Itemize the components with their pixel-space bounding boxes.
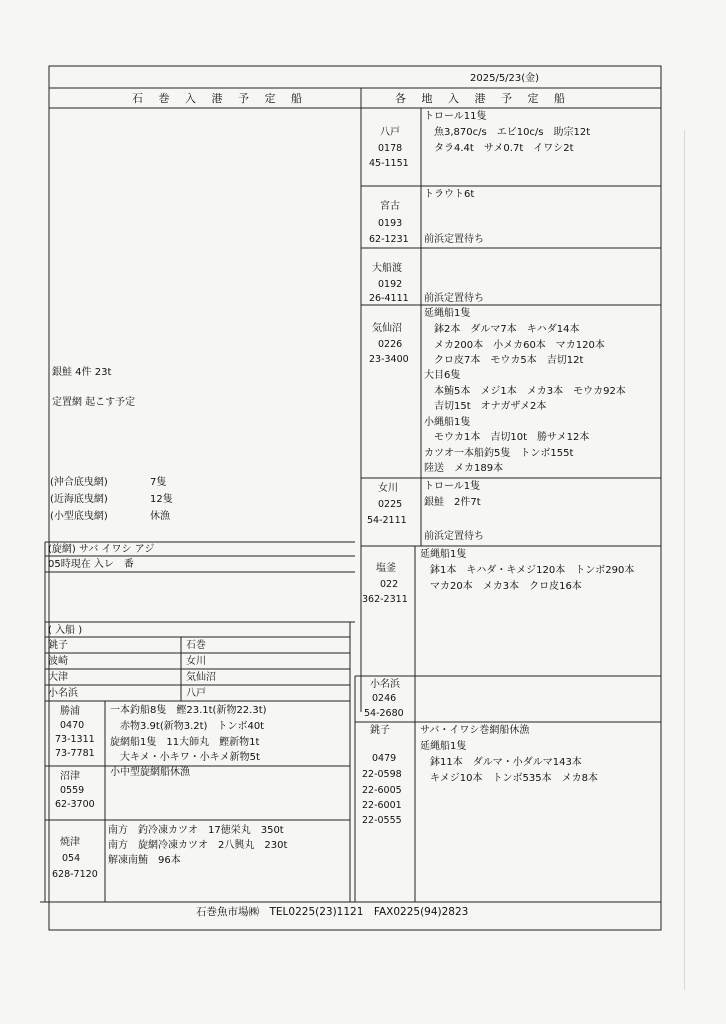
port-tel: 0192 xyxy=(378,279,403,290)
port-tel: 62-1231 xyxy=(369,234,409,245)
trawl-label: (小型底曳網) xyxy=(50,511,108,522)
lower-port-tel: 628-7120 xyxy=(52,869,98,880)
port-tel: 0479 xyxy=(372,753,397,764)
lower-port-tel: 73-7781 xyxy=(55,748,95,759)
port-line: 本鮪5本 メジ1本 メカ3本 モウカ92本 xyxy=(424,386,626,397)
lower-port-line: 小中型旋網船休漁 xyxy=(110,767,190,778)
port-line: 鉢2本 ダルマ7本 キハダ14本 xyxy=(424,324,580,335)
port-line: 前浜定置待ち xyxy=(424,531,484,542)
port-line: トラウト6t xyxy=(424,189,475,200)
port-tel: 54-2680 xyxy=(364,708,404,719)
nyusen-label: ( 入船 ) xyxy=(48,625,83,636)
trawl-value: 12隻 xyxy=(150,494,173,505)
lower-port-tel: 0559 xyxy=(60,785,85,796)
port-line: カツオ一本船釣5隻 トンボ155t xyxy=(424,448,574,459)
port-tel: 22-0598 xyxy=(362,769,402,780)
lower-port-line: 南方 釣冷凍カツオ 17徳栄丸 350t xyxy=(108,825,284,836)
footer-contact: 石巻魚市場㈱ TEL0225(23)1121 FAX0225(94)2823 xyxy=(196,906,469,918)
port-name: 八戸 xyxy=(380,127,400,138)
lower-port-tel: 73-1311 xyxy=(55,734,95,745)
port-cell: 小名浜 xyxy=(48,688,78,699)
port-line: 鉢1本 キハダ・キメジ120本 トンボ290本 xyxy=(420,565,635,576)
port-line: 大目6隻 xyxy=(424,370,461,381)
lower-port-name: 勝浦 xyxy=(60,706,80,717)
port-name: 小名浜 xyxy=(370,679,400,690)
lower-port-name: 焼津 xyxy=(60,837,80,848)
makiami-line: (旋網) サバ イワシ アジ xyxy=(48,544,155,555)
port-cell: 八戸 xyxy=(186,688,206,699)
port-name: 宮古 xyxy=(380,201,400,212)
port-line: サバ・イワシ巻網船休漁 xyxy=(420,725,530,736)
port-tel: 362-2311 xyxy=(362,594,408,605)
trawl-value: 休漁 xyxy=(150,511,170,522)
port-tel: 22-6001 xyxy=(362,800,402,811)
port-line: 魚3,870c/s エビ10c/s 助宗12t xyxy=(424,127,591,138)
port-name: 銚子 xyxy=(370,725,390,736)
port-cell: 銚子 xyxy=(48,640,68,651)
port-tel: 0193 xyxy=(378,218,403,229)
ishinomaki-line: 銀鮭 4件 23t xyxy=(52,367,112,378)
lower-port-line: 赤物3.9t(新物3.2t) トンボ40t xyxy=(110,721,265,732)
port-line: トロール1隻 xyxy=(424,481,481,492)
lower-port-tel: 62-3700 xyxy=(55,799,95,810)
lower-port-tel: 054 xyxy=(62,853,81,864)
port-tel: 23-3400 xyxy=(369,354,409,365)
lower-port-line: 旋網船1隻 11大師丸 鰹新物1t xyxy=(110,737,260,748)
port-line: 小縄船1隻 xyxy=(424,417,471,428)
port-line: モウカ1本 吉切10t 勝サメ12本 xyxy=(424,432,590,443)
status-line: 05時現在 入レ 番 xyxy=(48,559,134,570)
trawl-label: (近海底曳網) xyxy=(50,494,108,505)
port-cell: 女川 xyxy=(186,656,206,667)
port-cell: 気仙沼 xyxy=(186,672,216,683)
port-name: 塩釜 xyxy=(376,563,396,574)
lower-port-line: 一本釣船8隻 鰹23.1t(新物22.3t) xyxy=(110,705,267,716)
paper-edge-shadow xyxy=(684,130,685,990)
ishinomaki-line: 定置網 起こす予定 xyxy=(52,397,136,408)
port-tel: 022 xyxy=(380,579,399,590)
port-tel: 0226 xyxy=(378,339,403,350)
port-tel: 45-1151 xyxy=(369,158,409,169)
port-line: 鉢11本 ダルマ・小ダルマ143本 xyxy=(420,757,582,768)
lower-port-name: 沼津 xyxy=(60,771,80,782)
port-tel: 54-2111 xyxy=(367,515,407,526)
port-tel: 26-4111 xyxy=(369,293,409,304)
port-line: 延縄船1隻 xyxy=(424,308,471,319)
port-line: タラ4.4t サメ0.7t イワシ2t xyxy=(424,143,574,154)
port-tel: 22-0555 xyxy=(362,815,402,826)
port-line: 吉切15t オナガザメ2本 xyxy=(424,401,547,412)
lower-port-tel: 0470 xyxy=(60,720,85,731)
port-name: 女川 xyxy=(378,483,398,494)
port-line: トロール11隻 xyxy=(424,111,487,122)
port-line: メカ200本 小メカ60本 マカ120本 xyxy=(424,340,605,351)
port-line: 陸送 メカ189本 xyxy=(424,463,504,474)
port-line: 延縄船1隻 xyxy=(420,549,467,560)
report-date: 2025/5/23(金) xyxy=(470,73,540,84)
lower-port-line: 解凍南鮪 96本 xyxy=(108,855,181,866)
trawl-value: 7隻 xyxy=(150,477,167,488)
lower-port-line: 南方 旋網冷凍カツオ 2八興丸 230t xyxy=(108,840,288,851)
port-cell: 大津 xyxy=(48,672,68,683)
port-name: 気仙沼 xyxy=(372,323,402,334)
port-line: 前浜定置待ち xyxy=(424,293,484,304)
port-tel: 0178 xyxy=(378,143,403,154)
port-name: 大船渡 xyxy=(372,263,402,274)
trawl-label: (沖合底曳網) xyxy=(50,477,108,488)
port-tel: 22-6005 xyxy=(362,785,402,796)
port-tel: 0246 xyxy=(372,693,397,704)
kakuchi-section-title: 各 地 入 港 予 定 船 xyxy=(395,92,571,105)
port-line: キメジ10本 トンボ535本 メカ8本 xyxy=(420,773,598,784)
ishinomaki-section-title: 石 巻 入 港 予 定 船 xyxy=(132,92,308,105)
port-line: 延縄船1隻 xyxy=(420,741,467,752)
port-cell: 波崎 xyxy=(48,656,68,667)
port-line: 銀鮭 2件7t xyxy=(424,497,481,508)
port-tel: 0225 xyxy=(378,499,403,510)
lower-port-line: 大キメ・小キワ・小キメ新物5t xyxy=(110,752,260,763)
port-cell: 石巻 xyxy=(186,640,206,651)
port-line: 前浜定置待ち xyxy=(424,234,484,245)
port-line: クロ皮7本 モウカ5本 吉切12t xyxy=(424,355,584,366)
port-line: マカ20本 メカ3本 クロ皮16本 xyxy=(420,581,582,592)
